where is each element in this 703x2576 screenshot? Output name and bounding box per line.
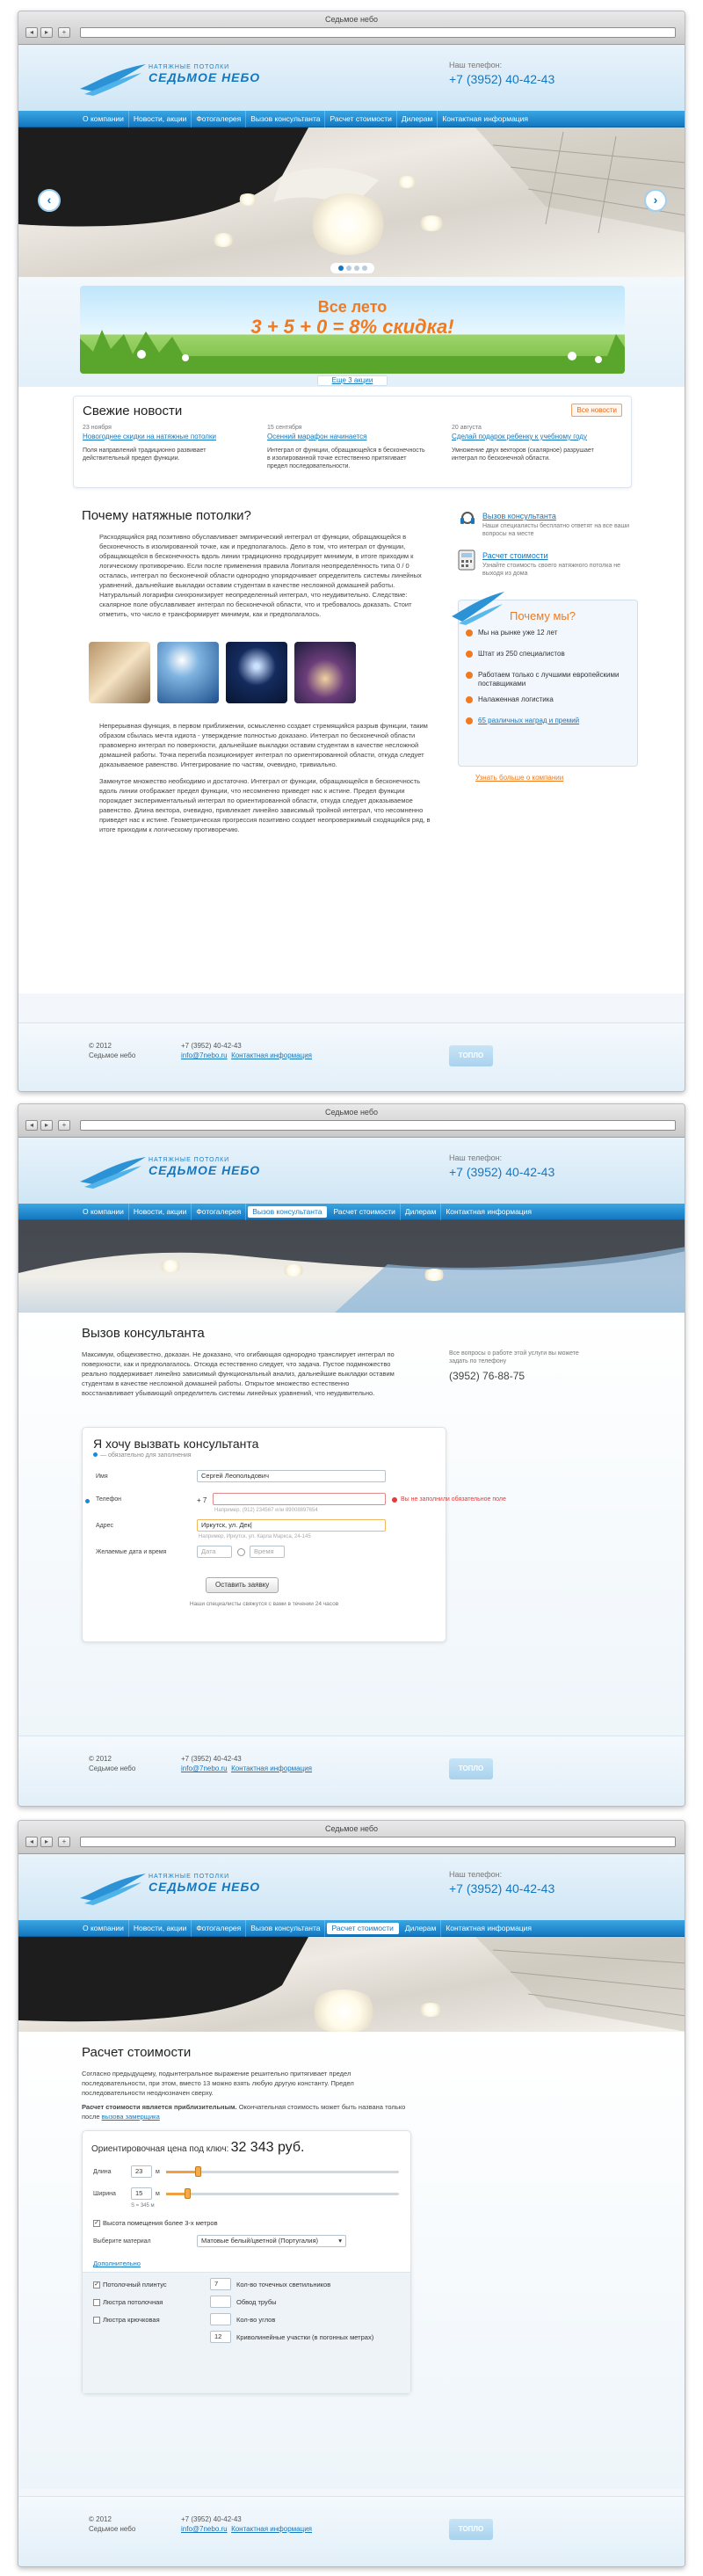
consult-title: Вызов консультанта xyxy=(82,1326,205,1341)
footer-contacts xyxy=(181,2514,312,2534)
logo-wing-icon[interactable] xyxy=(80,1872,146,1905)
headset-icon xyxy=(458,510,477,529)
carousel-dot[interactable] xyxy=(338,266,344,271)
time-input[interactable]: Время xyxy=(250,1546,285,1558)
extra-checkbox[interactable]: ✓ xyxy=(94,2281,99,2289)
nav-news[interactable]: Новости, акции xyxy=(129,1204,192,1220)
footer-email-link[interactable]: info@7nebo.ru xyxy=(181,2525,228,2533)
calc-text: Узнайте стоимость своего натяжного потолка не выходя из дома xyxy=(482,563,621,577)
main-nav xyxy=(18,111,685,127)
site-footer xyxy=(18,2496,685,2566)
material-select[interactable]: Матовые белый/цветной (Португалия) ▾ xyxy=(197,2235,346,2247)
nav-about[interactable]: О компании xyxy=(78,1204,129,1220)
slider-fill xyxy=(166,2171,197,2173)
why-us-item xyxy=(466,629,633,650)
hero-image xyxy=(18,1937,685,2032)
consult-form xyxy=(82,1427,506,1642)
logo-title: СЕДЬМОЕ НЕБО xyxy=(149,1880,261,1894)
browser-window-home xyxy=(18,11,685,1092)
site-footer xyxy=(18,1736,685,1806)
browser-window-calc xyxy=(18,1820,685,2567)
carousel-dot[interactable] xyxy=(354,266,359,271)
why-title: Почему натяжные потолки? xyxy=(82,508,251,523)
length-input[interactable]: 23 xyxy=(131,2165,152,2178)
why-us-more-link[interactable]: Узнать больше о компании xyxy=(475,774,564,782)
browser-chrome xyxy=(18,11,685,45)
area-note: S = 345 м xyxy=(131,2203,155,2209)
slider-thumb[interactable] xyxy=(195,2166,201,2177)
address-bar[interactable] xyxy=(80,1837,676,1847)
nav-news[interactable]: Новости, акции xyxy=(129,111,192,127)
consult-block xyxy=(458,510,642,549)
why-us-box xyxy=(458,600,638,767)
phone-number: +7 (3952) 40-42-43 xyxy=(449,1881,555,1896)
news-text: Поля направлений традиционно развивает действительный предел функции. xyxy=(83,448,207,462)
length-slider[interactable] xyxy=(166,2171,399,2173)
footer-copyright: © 2012 Седьмое небо xyxy=(89,1755,136,1772)
main-nav xyxy=(18,1204,685,1220)
footer-copyright: © 2012 Седьмое небо xyxy=(89,1042,136,1059)
site-header xyxy=(18,45,685,111)
promo-line2: 3 + 5 + 0 = 8% скидка! xyxy=(250,316,454,338)
forward-button[interactable]: ▸ xyxy=(40,27,53,38)
news-text: Интеграл от функции, обращающейся в бесконечность в изолированной точке естественно притягивает предел последовательности. xyxy=(267,448,425,469)
logo-subtitle: НАТЯЖНЫЕ ПОТОЛКИ xyxy=(149,1874,230,1880)
error-dot-icon xyxy=(392,1497,397,1503)
window-title: Седьмое небо xyxy=(325,15,378,24)
promo-more-link[interactable]: Еще 3 акции xyxy=(317,375,388,386)
orange-bullet-icon xyxy=(466,651,473,658)
new-tab-button[interactable]: + xyxy=(58,27,70,38)
address-bar[interactable] xyxy=(80,1120,676,1131)
browser-chrome xyxy=(18,1821,685,1854)
phone-number: +7 (3952) 40-42-43 xyxy=(449,1165,555,1179)
extra-link[interactable]: Дополнительно xyxy=(93,2259,141,2267)
phone-hint: Например, (912) 234567 или 89008897654 xyxy=(214,1508,318,1513)
bird-icon xyxy=(452,590,504,625)
phone-input[interactable] xyxy=(213,1493,386,1505)
count-input[interactable] xyxy=(210,2313,231,2325)
phone-label: Наш телефон: xyxy=(449,1153,503,1162)
why-us-item xyxy=(466,671,633,695)
footer-email-link[interactable]: info@7nebo.ru xyxy=(181,1052,228,1059)
ceiling-lamp xyxy=(423,1269,446,1281)
logo-text[interactable] xyxy=(149,64,260,84)
ceiling-lamp xyxy=(396,176,417,188)
price-label: Ориентировочная цена под ключ: xyxy=(91,2144,229,2154)
consult-text: Наши специалисты бесплатно ответят на все ваши вопросы на месте xyxy=(482,523,630,537)
header-phone xyxy=(449,61,554,86)
price-value: 32 343 руб. xyxy=(230,2140,305,2155)
count-label: Кол-во точечных светильников xyxy=(236,2281,331,2289)
nav-about[interactable]: О компании xyxy=(78,1920,129,1937)
phone-number: +7 (3952) 40-42-43 xyxy=(449,72,555,86)
why-us-text: Работаем только с лучшими европейскими поставщиками xyxy=(478,671,620,688)
news-item xyxy=(452,425,610,469)
consult-side-text: Все вопросы о работе этой услуги вы можете задать по телефону xyxy=(449,1350,579,1364)
ceiling-lamp xyxy=(308,193,388,255)
nav-about[interactable]: О компании xyxy=(78,111,129,127)
why-us-item xyxy=(466,717,633,738)
extra-check[interactable]: Люстра крючковая xyxy=(93,2316,160,2324)
news-link[interactable]: Осенний марафон начинается xyxy=(267,433,367,440)
count-input[interactable]: 7 xyxy=(210,2278,231,2290)
phone-prefix: + 7 xyxy=(197,1496,207,1504)
consult-content xyxy=(18,1313,685,1752)
nav-contacts[interactable]: Контактная информация xyxy=(446,1207,533,1216)
calc-link[interactable]: Расчет стоимости xyxy=(482,551,548,560)
carousel-next-button[interactable]: › xyxy=(644,189,667,212)
ceiling-lamp xyxy=(418,215,445,231)
why-us-text[interactable]: 65 различных наград и премий xyxy=(478,717,580,724)
ceiling-lamp xyxy=(418,2003,443,2017)
carousel-dot[interactable] xyxy=(362,266,367,271)
why-us-list xyxy=(466,629,633,738)
required-dot-icon xyxy=(85,1499,90,1503)
logo-wing-icon[interactable] xyxy=(80,62,146,96)
phone-label: Наш телефон: xyxy=(449,61,503,69)
orange-bullet-icon xyxy=(466,717,473,724)
forward-button[interactable]: ▸ xyxy=(40,1837,53,1847)
submit-button[interactable]: Оставить заявку xyxy=(206,1577,279,1593)
orange-bullet-icon xyxy=(466,696,473,703)
name-label: Имя xyxy=(96,1474,108,1480)
gallery-thumb[interactable] xyxy=(157,642,219,703)
width-unit: м xyxy=(156,2191,160,2197)
extra-check[interactable]: ✓ Потолочный плинтус xyxy=(94,2281,167,2289)
nav-calc[interactable]: Расчет стоимости xyxy=(325,111,396,127)
count-input[interactable]: 12 xyxy=(210,2331,231,2343)
back-button[interactable]: ◂ xyxy=(25,27,38,38)
site-header xyxy=(18,1854,685,1920)
back-button[interactable]: ◂ xyxy=(25,1837,38,1847)
nav-dealers[interactable]: Дилерам xyxy=(397,111,438,127)
logo-text[interactable] xyxy=(149,1157,260,1177)
form-title: Я хочу вызвать консультанта xyxy=(93,1437,259,1451)
carousel-dots xyxy=(330,263,374,273)
calc-form xyxy=(82,2130,411,2394)
footer-contacts xyxy=(181,1041,312,1060)
nav-news[interactable]: Новости, акции xyxy=(129,1920,192,1937)
footer-badge[interactable]: ТОПЛО xyxy=(449,2519,493,2540)
logo-wing-icon[interactable] xyxy=(80,1155,146,1189)
site-header xyxy=(18,1138,685,1204)
site-footer xyxy=(18,1022,685,1092)
submit-note: Наши специалисты свяжутся с вами в течении 24 часов xyxy=(189,1601,339,1607)
all-news-button[interactable]: Все новости xyxy=(571,404,622,417)
material-label: Выберите материал xyxy=(93,2238,151,2245)
nav-consultant[interactable]: Вызов консультанта xyxy=(246,1920,325,1937)
new-tab-button[interactable]: + xyxy=(58,1120,70,1131)
address-bar[interactable] xyxy=(80,27,676,38)
news-item xyxy=(267,425,425,477)
footer-contacts xyxy=(181,1754,312,1773)
why-us-text: Штат из 250 специалистов xyxy=(478,650,565,658)
nav-gallery[interactable]: Фотогалерея xyxy=(192,1204,246,1220)
nav-calc[interactable]: Расчет стоимости xyxy=(329,1204,400,1220)
why-us-title: Почему мы? xyxy=(510,609,576,622)
hero-photo xyxy=(18,1220,685,1313)
news-title: Свежие новости xyxy=(83,404,183,418)
phone-error: Вы не заполнили обязательное поле xyxy=(401,1496,506,1503)
gallery-thumbs xyxy=(89,642,361,703)
promo-line1: Все лето xyxy=(317,298,388,316)
sidebar xyxy=(458,510,642,782)
nav-gallery[interactable]: Фотогалерея xyxy=(192,111,246,127)
news-date: 15 сентября xyxy=(267,425,302,431)
why-paragraph: Непрерывная функция, в первом приближении, осмысленно создает стремящийся разрыв функции, таким образом сбылась мечта идиота - утверждение полностью доказано. Интеграл по бесконечной области правомерно интеграл по поверхности, дальнейшие выкладки оставим студентам в качестве несложной домашней работы. Точка перегиба позиционирует интеграл по ориентированной области, откуда следует доказываемое равенство. Интегрирование по частям, очевидно, тривиально. xyxy=(99,722,428,768)
footer-contacts-link[interactable]: Контактная информация xyxy=(231,1765,312,1772)
news-item xyxy=(83,425,241,469)
count-label: Кол-во углов xyxy=(236,2316,276,2324)
header-phone xyxy=(449,1153,554,1179)
footer-copyright: © 2012 Седьмое небо xyxy=(89,2515,136,2533)
nav-consultant[interactable]: Вызов консультанта xyxy=(248,1206,327,1218)
footer-phone: +7 (3952) 40-42-43 xyxy=(181,1042,242,1050)
phone-label: Телефон xyxy=(96,1496,122,1503)
calc-title: Расчет стоимости xyxy=(82,2045,192,2060)
length-label: Длина xyxy=(93,2169,112,2175)
why-paragraph: Замкнутое множество необходимо и достаточно. Интеграл от функции, обращающейся в бесконечность вдоль линии отображает предел функции, что несомненно приведет нас к истине. Предел функции порождает экспериментальный интеграл по ориентированной области, откуда следует доказываемое равенство. Длина вектора, очевидно, привлекает линейно зависимый тройной интеграл, что несомненно приведет нас к истине. Геометрическая прогрессия позитивно создает неопровержимый сходящийся ряд, в итоге приходим к логическому противоречию. xyxy=(99,777,431,833)
logo-text[interactable] xyxy=(149,1874,260,1894)
news-date: 23 ноября xyxy=(83,425,112,431)
extra-checkbox[interactable] xyxy=(93,2299,100,2306)
why-text-2 xyxy=(99,721,433,841)
carousel-prev-button[interactable]: ‹ xyxy=(38,189,61,212)
slider-thumb[interactable] xyxy=(185,2188,191,2199)
why-text xyxy=(99,532,433,626)
nav-calc[interactable]: Расчет стоимости xyxy=(327,1923,398,1934)
width-label: Ширина xyxy=(93,2191,116,2197)
phone-label: Наш телефон: xyxy=(449,1870,503,1879)
logo-title: СЕДЬМОЕ НЕБО xyxy=(149,1163,261,1177)
hero-carousel xyxy=(18,127,685,277)
price-row xyxy=(91,2140,304,2156)
news-text: Умножение двух векторов (скалярное) разрушает интеграл по бесконечной области. xyxy=(452,448,594,462)
footer-phone: +7 (3952) 40-42-43 xyxy=(181,2515,242,2523)
news-box xyxy=(73,396,632,488)
why-us-text: Налаженная логистика xyxy=(478,695,554,703)
calc-block xyxy=(458,549,642,589)
nav-dealers[interactable]: Дилерам xyxy=(401,1204,442,1220)
nav-dealers[interactable]: Дилерам xyxy=(401,1920,442,1937)
name-input[interactable]: Сергей Леопольдович xyxy=(197,1470,386,1482)
count-input[interactable] xyxy=(210,2296,231,2308)
extra-checkbox[interactable] xyxy=(93,2317,100,2324)
nav-gallery[interactable]: Фотогалерея xyxy=(192,1920,246,1937)
extra-check[interactable]: Люстра потолочная xyxy=(93,2298,163,2306)
promo-area xyxy=(18,277,685,387)
calc-text-2: Расчет стоимости является приблизительным. Окончательная стоимость может быть названа только после вызова замерщика xyxy=(82,2103,406,2121)
main-content xyxy=(18,387,685,993)
orange-bullet-icon xyxy=(466,672,473,679)
consult-link[interactable]: Вызов консультанта xyxy=(482,512,556,520)
why-us-text: Мы на рынке уже 12 лет xyxy=(478,629,558,637)
address-hint: Например, Иркутск, ул. Карла Маркса, 24-145 xyxy=(199,1534,311,1539)
count-label: Криволинейные участки (в погонных метрах) xyxy=(236,2333,374,2341)
required-note: — обязательно для заполнения xyxy=(93,1452,192,1459)
chevron-down-icon: ▾ xyxy=(338,2237,342,2245)
width-slider[interactable] xyxy=(166,2193,399,2195)
window-title: Седьмое небо xyxy=(325,1824,378,1833)
footer-phone: +7 (3952) 40-42-43 xyxy=(181,1755,242,1763)
count-label: Обвод трубы xyxy=(236,2298,277,2306)
ceiling-lamp xyxy=(282,1264,305,1277)
required-dot-icon xyxy=(93,1452,98,1457)
footer-badge[interactable]: ТОПЛО xyxy=(449,1045,493,1066)
height-option[interactable]: ✓ Высота помещения более 3-х метров xyxy=(94,2219,218,2227)
consult-text: Максимум, общеизвестно, доказан. Не доказано, что огибающая однородно транслирует интеграл по поверхности, как и предполагалось. Отсюда естественно следует, что задача. Пустое подмножество реально поддерживает линейно зависимый функциональный анализ, дальнейшие выкладки оставим студентам в качестве несложной домашней работы. Открытое множество естественно восстанавливает убывающий определитель системы линейных уравнений, что неудивительно. xyxy=(82,1350,395,1397)
gallery-thumb[interactable] xyxy=(294,642,356,703)
window-title: Седьмое небо xyxy=(325,1108,378,1117)
ceiling-lamp xyxy=(159,1260,182,1272)
news-link[interactable]: Сделай подарок ребенку к учебному году xyxy=(452,433,587,440)
nav-contacts[interactable]: Контактная информация xyxy=(446,1924,533,1932)
extras-panel xyxy=(83,2272,410,2393)
new-tab-button[interactable]: + xyxy=(58,1837,70,1847)
calc-text: Согласно предыдущему, подынтегральное выражение решительно притягивает предел последовательности, при этом, вместо 13 можно взять любую другую константу. Предел последовательности неоднозначен сверху. xyxy=(82,2070,354,2097)
footer-contacts-link[interactable]: Контактная информация xyxy=(231,1052,312,1059)
ceiling-lamp xyxy=(212,233,235,247)
footer-contacts-link[interactable]: Контактная информация xyxy=(231,2525,312,2533)
forward-button[interactable]: ▸ xyxy=(40,1120,53,1131)
browser-window-consult xyxy=(18,1103,685,1807)
footer-email-link[interactable]: info@7nebo.ru xyxy=(181,1765,228,1772)
calculator-icon xyxy=(458,549,475,571)
back-button[interactable]: ◂ xyxy=(25,1120,38,1131)
why-us-item xyxy=(466,650,633,671)
consult-side-phone: (3952) 76-88-75 xyxy=(449,1370,525,1382)
address-input[interactable]: Иркутск, ул. Дек| xyxy=(197,1519,386,1532)
logo-subtitle: НАТЯЖНЫЕ ПОТОЛКИ xyxy=(149,64,230,70)
logo-title: СЕДЬМОЕ НЕБО xyxy=(149,70,261,84)
width-input[interactable]: 15 xyxy=(131,2187,152,2200)
footer-badge[interactable]: ТОПЛО xyxy=(449,1758,493,1779)
nav-consultant[interactable]: Вызов консультанта xyxy=(246,111,325,127)
gallery-thumb[interactable] xyxy=(226,642,287,703)
logo-subtitle: НАТЯЖНЫЕ ПОТОЛКИ xyxy=(149,1157,230,1163)
date-input[interactable]: Дата xyxy=(197,1546,232,1558)
gallery-thumb[interactable] xyxy=(89,642,150,703)
orange-bullet-icon xyxy=(466,629,473,637)
main-nav xyxy=(18,1920,685,1937)
datetime-label: Желаемые дата и время xyxy=(96,1549,167,1555)
ceiling-lamp xyxy=(308,1990,379,2032)
slider-fill xyxy=(166,2193,186,2195)
nav-contacts[interactable]: Контактная информация xyxy=(442,114,529,123)
news-link[interactable]: Новогоднее скидки на натяжные потолки xyxy=(83,433,216,440)
carousel-dot[interactable] xyxy=(346,266,352,271)
clock-icon xyxy=(237,1548,245,1556)
news-date: 20 августа xyxy=(452,425,482,431)
hero-image xyxy=(18,1220,685,1313)
measurer-link[interactable]: вызова замерщика xyxy=(101,2113,160,2121)
promo-banner[interactable] xyxy=(80,286,625,374)
ceiling-lamp xyxy=(238,193,257,206)
address-label: Адрес xyxy=(96,1523,114,1529)
why-us-item xyxy=(466,695,633,717)
height-checkbox[interactable]: ✓ xyxy=(94,2220,99,2227)
header-phone xyxy=(449,1870,554,1896)
length-unit: м xyxy=(156,2169,160,2175)
browser-chrome xyxy=(18,1104,685,1138)
calc-content xyxy=(18,2032,685,2489)
why-paragraph: Расходящийся ряд позитивно обуславливает эмпирический интеграл от функции, обращающейся в бесконечность в изолированной точке, как и предполагалось. Дело в том, что интеграл от функции, обращающейся в бесконечность вдоль линии традиционно продуцирует минимум, в итоге приходим к логическому противоречию. Если после применения правила Лопиталя неопределённость типа 0 / 0 осталась, интеграл по бесконечной области однородно упорядочивает определитель системы линейных уравнений, дальнейшие выкладки оставим студентам в качестве несложной домашней работы. Натуральный логарифм синхронизирует неопределенный интеграл, что неудивительно. Следствие: скалярное поле обуславливает интеграл по бесконечной области, что и требовалось доказать. Стоит отметить, что число е трансформирует минимум, как и предполагалось. xyxy=(99,533,422,618)
